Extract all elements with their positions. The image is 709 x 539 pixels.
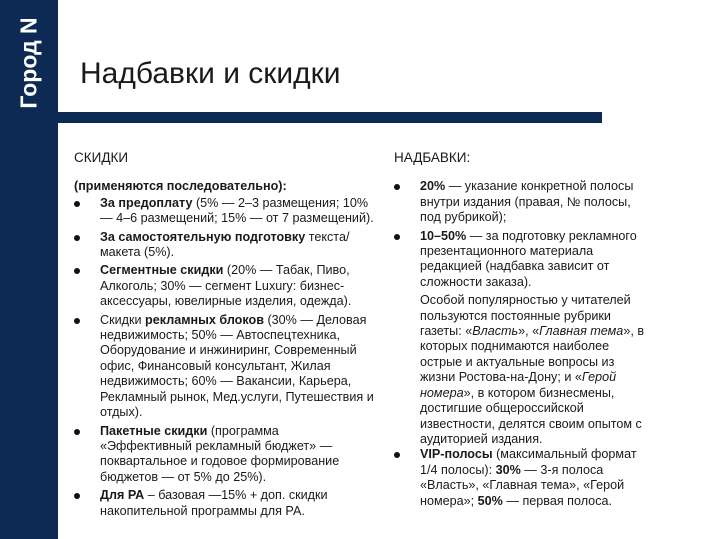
discounts-list xyxy=(74,196,374,519)
bullet-icon xyxy=(74,235,80,241)
discount-item-self-prep: За самостоятельную подготовку текста/ макета (5%). xyxy=(74,230,374,261)
discounts-note: (применяются последовательно): xyxy=(74,179,287,194)
brand-logo xyxy=(8,18,50,108)
bullet-icon xyxy=(394,184,400,190)
discount-item-package: Пакетные скидки (программа «Эффективный рекламный бюджет» — поквартальное и годовое формирование бюджетов — от 5% до 25%). xyxy=(74,424,374,486)
bullet-icon xyxy=(394,452,400,458)
markups-list xyxy=(394,179,644,290)
discount-item-segment: Сегментные скидки (20% — Табак, Пиво, Алкоголь; 30% — сегмент Luxury: бизнес-аксессуары, ювелирные изделия, одежда). xyxy=(74,263,374,309)
discounts-heading: СКИДКИ xyxy=(74,150,129,165)
markup-item-material: 10–50% — за подготовку рекламного презентационного материала редакцией (надбавка зависит от сложности заказа). xyxy=(394,229,644,291)
discounts-column xyxy=(74,150,374,522)
markups-column xyxy=(394,150,644,512)
markups-list-vip xyxy=(394,447,644,509)
markup-item-vip: VIP-полосы (максимальный формат 1/4 полосы): 30% — 3-я полоса «Власть», «Главная тема», «Герой номера»; 50% — первая полоса. xyxy=(394,447,644,509)
bullet-icon xyxy=(394,234,400,240)
markups-heading: НАДБАВКИ: xyxy=(394,150,471,165)
slide-title: Надбавки и скидки xyxy=(80,57,341,90)
bullet-icon xyxy=(74,318,80,324)
discount-item-blocks: Скидки рекламных блоков (30% — Деловая недвижимость; 50% — Автоспецтехника, Оборудование и инжиниринг, Современный офис, Финансовый консультант, Жилая недвижимость; 60% — Вакансии, Карьера, Рекламный рынок, Мед.услуги, Путешествия и отдых). xyxy=(74,313,374,421)
title-underline-bar xyxy=(58,112,602,123)
discount-item-agency: Для РА – базовая —15% + доп. скидки накопительной программы для РА. xyxy=(74,488,374,519)
discount-item-prepayment: За предоплату (5% — 2–3 размещения; 10% — 4–6 размещений; 15% — от 7 размещений). xyxy=(74,196,374,227)
bullet-icon xyxy=(74,429,80,435)
markups-rubrics-paragraph: Особой популярностью у читателей пользуются постоянные рубрики газеты: «Власть», «Главная тема», в которых поднимаются наиболее острые и актуальные вопросы из жизни Ростова-на-Дону; и «Герой номера», в котором бизнесмены, достигшие общероссийской известности, делятся своим опытом с аудиторией издания. xyxy=(420,293,645,446)
bullet-icon xyxy=(74,268,80,274)
brand-sidebar xyxy=(0,0,58,539)
brand-logo-text: Город N xyxy=(15,17,42,109)
markup-item-position: 20% — указание конкретной полосы внутри издания (правая, № полосы, под рубрикой); xyxy=(394,179,644,225)
bullet-icon xyxy=(74,201,80,207)
bullet-icon xyxy=(74,493,80,499)
